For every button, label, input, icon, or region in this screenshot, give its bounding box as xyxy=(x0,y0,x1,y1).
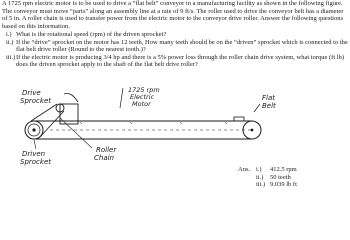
question-text: If the “drive” sprocket on the motor has 12 teeth, How many teeth should be on the “driven” sprocket which is connected to the flat belt drive roller (Round to the nearest tooth.)? xyxy=(16,38,348,54)
answer-value: 412.5 rpm xyxy=(270,166,297,173)
motor-bracket xyxy=(120,88,123,108)
motor-label-line1: 1725 rpm xyxy=(128,86,160,94)
answer-value: 9.039 lb ft xyxy=(270,181,297,189)
drive-sprocket-label-line2: Sprocket xyxy=(20,97,52,105)
tail-roller-hub xyxy=(251,129,254,132)
question-number: ii.) xyxy=(6,38,14,46)
motor-label-line3: Motor xyxy=(132,100,151,108)
question-item xyxy=(2,39,348,54)
driven-sprocket-label-line2: Sprocket xyxy=(20,158,52,166)
drive-sprocket-pointer xyxy=(64,93,78,102)
motor-label-line2: Electric xyxy=(130,93,155,101)
driven-sprocket-pointer xyxy=(34,140,36,149)
answer-block xyxy=(238,166,348,189)
question-text: What is the rotational speed (rpm) of the driven sprocket? xyxy=(16,31,167,38)
answer-row xyxy=(238,166,348,174)
question-number: i.) xyxy=(6,31,12,38)
flat-belt-label-line1: Flat xyxy=(262,94,276,102)
flat-belt-label-line2: Belt xyxy=(262,102,276,110)
part-on-belt xyxy=(234,117,244,121)
roller-chain-pointer xyxy=(60,118,92,148)
question-list xyxy=(2,31,348,69)
question-number: iii.) xyxy=(6,53,16,61)
answer-row xyxy=(238,181,348,189)
answer-number: i.) xyxy=(256,166,262,173)
driven-sprocket-hub xyxy=(32,128,35,131)
conveyor-diagram-svg xyxy=(20,86,330,166)
roller-chain-label-line1: Roller xyxy=(96,146,117,154)
conveyor-diagram xyxy=(20,86,350,166)
answer-value: 50 teeth xyxy=(270,173,291,181)
question-text: If the electric motor is producing 3/4 hp and there is a 5% power loss through the roller chain drive system, what torque (ft lb) does the driven sprocket apply to the shaft of the flat belt drive roller? xyxy=(16,53,344,69)
answer-number: iii.) xyxy=(256,181,266,189)
answer-row xyxy=(238,174,348,182)
question-item xyxy=(2,54,348,69)
flat-belt-pointer xyxy=(254,104,260,112)
problem-intro: A 1725 rpm electric motor is to be used to drive a “flat belt” conveyor in a manufacturing facility as shown in the following figure. The conveyor must move “parts” along an assembly line at a rate of 9 ft/s. The roller used to drive the conveyor belt has a diameter of 5 in. A roller chain is used to transfer power from the electric motor to the conveyor drive roller. Answer the following questions based on this information. xyxy=(2,0,344,30)
answer-label: Ans. xyxy=(238,166,251,173)
answer-number: ii.) xyxy=(256,173,264,181)
belt-ticks xyxy=(80,122,227,124)
drive-sprocket-label-line1: Drive xyxy=(22,89,41,97)
roller-chain-top xyxy=(31,104,57,121)
driven-sprocket-label-line1: Driven xyxy=(22,150,46,158)
roller-chain-label-line2: Chain xyxy=(94,154,114,162)
question-item xyxy=(2,31,348,39)
